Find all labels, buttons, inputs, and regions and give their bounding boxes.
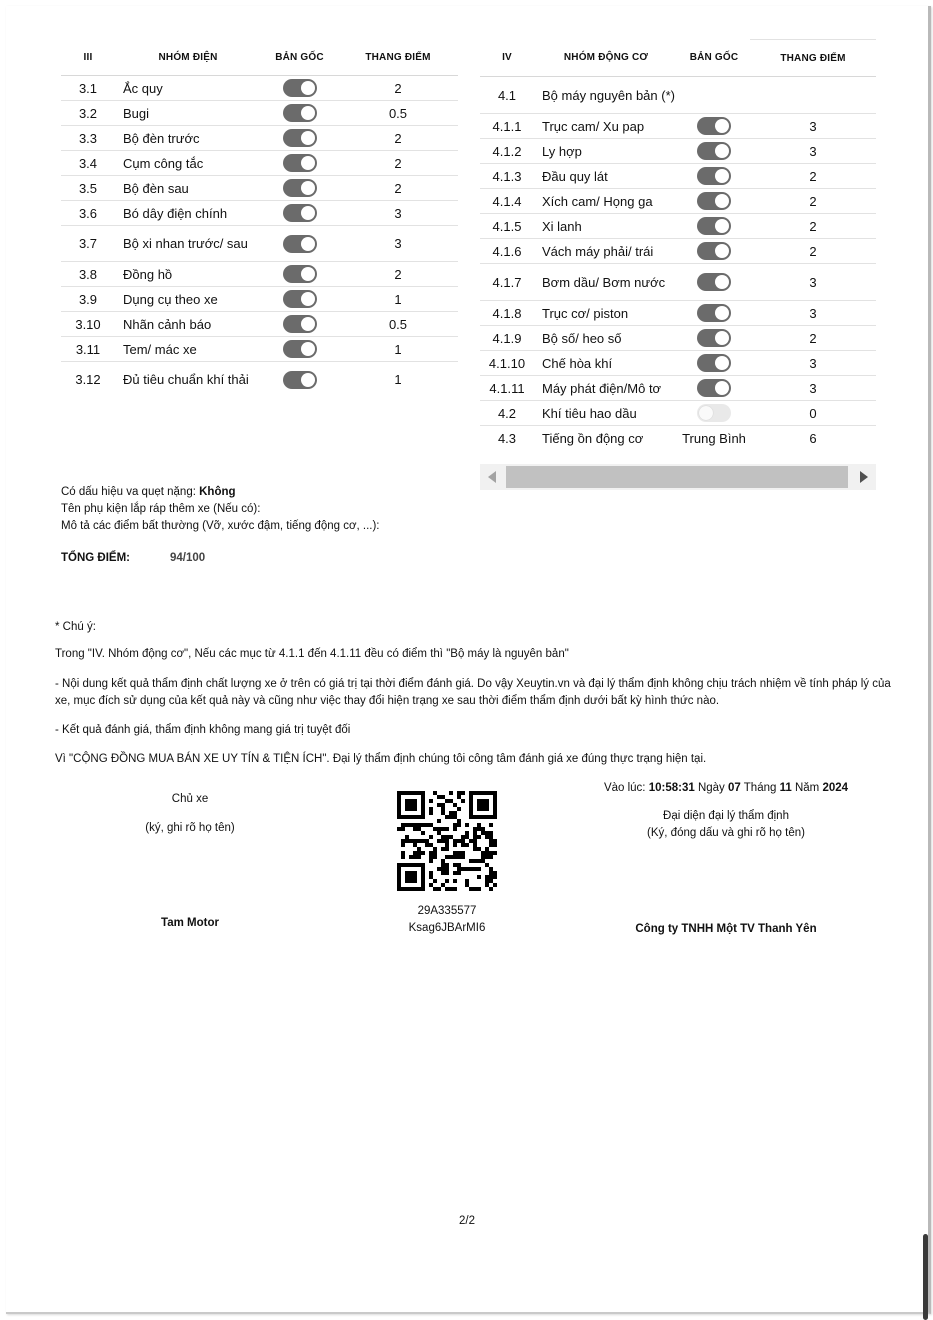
row-label: Đầu quy lát (534, 164, 678, 189)
table-row (61, 362, 458, 398)
row-score: 3 (750, 301, 876, 326)
original-cell (678, 326, 750, 351)
toggle-on[interactable] (283, 79, 317, 97)
row-score: 2 (338, 176, 458, 201)
table-row (480, 301, 876, 326)
original-cell (678, 189, 750, 214)
row-label: Ắc quy (115, 76, 261, 101)
toggle-on[interactable] (697, 217, 731, 235)
toggle-on[interactable] (697, 142, 731, 160)
table-row (480, 239, 876, 264)
toggle-on[interactable] (283, 179, 317, 197)
signs-label: Có dấu hiệu va quẹt nặng: (61, 486, 200, 498)
header-no: IV (480, 40, 534, 77)
row-number: 3.3 (61, 126, 115, 151)
table-row (480, 376, 876, 401)
row-label: Bó dây điện chính (115, 201, 261, 226)
table-row (480, 326, 876, 351)
row-score: 2 (338, 126, 458, 151)
abnormal-label: Mô tả các điểm bất thường (Vỡ, xước đậm, tiếng động cơ, ...): (61, 520, 380, 532)
toggle-on[interactable] (697, 192, 731, 210)
time-value: 10:58:31 (648, 782, 695, 794)
owner-name: Tam Motor (161, 917, 219, 929)
toggle-on[interactable] (283, 104, 317, 122)
toggle-on[interactable] (283, 154, 317, 172)
row-score: 3 (750, 351, 876, 376)
original-cell (678, 351, 750, 376)
row-number: 3.7 (61, 226, 115, 262)
row-score: 1 (338, 337, 458, 362)
table-row (61, 287, 458, 312)
accessories-label: Tên phụ kiện lắp ráp thêm xe (Nếu có): (61, 503, 261, 515)
row-label: Ly hợp (534, 139, 678, 164)
toggle-on[interactable] (283, 129, 317, 147)
table-row (480, 114, 876, 139)
table-row (61, 201, 458, 226)
agent-sub: (Ký, đóng dấu và ghi rõ họ tên) (647, 827, 805, 839)
table-row (480, 351, 876, 376)
row-label: Bộ máy nguyên bản (*) (534, 77, 678, 114)
row-number: 4.2 (480, 401, 534, 426)
row-label: Xi lanh (534, 214, 678, 239)
row-label: Vách máy phải/ trái (534, 239, 678, 264)
row-score: 3 (750, 376, 876, 401)
toggle-on[interactable] (697, 329, 731, 347)
table-row (480, 264, 876, 301)
original-cell (261, 101, 338, 126)
month-label: Tháng (740, 782, 780, 794)
row-score: 2 (750, 326, 876, 351)
original-cell (261, 362, 338, 398)
header-group: NHÓM ĐIỆN (115, 39, 261, 76)
row-score: 3 (338, 226, 458, 262)
original-cell (678, 214, 750, 239)
toggle-on[interactable] (697, 167, 731, 185)
row-number: 4.3 (480, 426, 534, 451)
row-label: Tiếng ồn động cơ (534, 426, 678, 451)
row-score: 2 (338, 76, 458, 101)
toggle-on[interactable] (697, 117, 731, 135)
row-label: Khí tiêu hao dầu (534, 401, 678, 426)
table-row (480, 139, 876, 164)
row-score: 3 (750, 139, 876, 164)
row-label: Bộ số/ heo số (534, 326, 678, 351)
original-cell (678, 264, 750, 301)
vehicle-info (61, 484, 380, 535)
original-cell (678, 139, 750, 164)
row-label: Đồng hồ (115, 262, 261, 287)
row-number: 4.1.8 (480, 301, 534, 326)
toggle-on[interactable] (283, 265, 317, 283)
toggle-on[interactable] (697, 273, 731, 291)
row-score: 2 (750, 239, 876, 264)
year-label: Năm (791, 782, 823, 794)
table-row (480, 189, 876, 214)
header-score: THANG ĐIỂM (338, 39, 458, 76)
document-page (6, 6, 931, 1314)
row-label: Tem/ mác xe (115, 337, 261, 362)
row-label: Bơm dầu/ Bơm nước (534, 264, 678, 301)
owner-title: Chủ xe (171, 793, 209, 805)
row-number: 4.1.1 (480, 114, 534, 139)
toggle-on[interactable] (697, 304, 731, 322)
scrollbar-thumb[interactable] (506, 466, 848, 488)
total-label: TỔNG ĐIỂM: (61, 552, 130, 564)
row-number: 4.1.6 (480, 239, 534, 264)
row-label: Đủ tiêu chuẩn khí thải (115, 362, 261, 398)
table-row (480, 214, 876, 239)
horizontal-scrollbar[interactable] (480, 464, 876, 490)
row-label: Bộ xi nhan trước/ sau (115, 226, 261, 262)
row-number: 3.5 (61, 176, 115, 201)
owner-sub: (ký, ghi rõ họ tên) (145, 822, 235, 834)
row-label: Dụng cụ theo xe (115, 287, 261, 312)
note-line-3: - Kết quả đánh giá, thẩm định không mang giá trị tuyệt đối (55, 724, 351, 736)
vehicle-id-block (367, 903, 527, 937)
row-score: 2 (338, 262, 458, 287)
header-score: THANG ĐIỂM (750, 40, 876, 77)
month-value: 11 (779, 782, 792, 794)
row-number: 3.10 (61, 312, 115, 337)
scroll-left-icon[interactable] (488, 471, 496, 483)
header-no: III (61, 39, 115, 76)
total-value: 94/100 (170, 552, 206, 564)
owner-block (110, 791, 270, 837)
qr-code-icon (397, 791, 497, 891)
engine-group-table (480, 39, 876, 451)
row-number: 4.1.2 (480, 139, 534, 164)
row-score: 3 (750, 264, 876, 301)
original-cell (261, 151, 338, 176)
row-label: Trục cam/ Xu pap (534, 114, 678, 139)
toggle-off[interactable] (697, 404, 731, 422)
table-row (61, 176, 458, 201)
row-number: 3.1 (61, 76, 115, 101)
header-group: NHÓM ĐỘNG CƠ (534, 40, 678, 77)
row-number: 4.1.3 (480, 164, 534, 189)
electrical-group-table (61, 39, 458, 398)
row-label: Bugi (115, 101, 261, 126)
row-label: Bộ đèn sau (115, 176, 261, 201)
signs-value: Không (199, 486, 236, 498)
original-cell (678, 114, 750, 139)
original-cell (261, 226, 338, 262)
row-number: 4.1.7 (480, 264, 534, 301)
table-row (61, 126, 458, 151)
header-original: BẢN GỐC (261, 39, 338, 76)
time-prefix: Vào lúc: (603, 782, 649, 794)
original-cell (261, 337, 338, 362)
original-cell (261, 126, 338, 151)
row-score: 1 (338, 287, 458, 312)
agent-name: Công ty TNHH Một TV Thanh Yên (635, 923, 817, 935)
toggle-on[interactable] (283, 290, 317, 308)
row-score: 3 (750, 114, 876, 139)
original-cell (261, 312, 338, 337)
table-row (61, 151, 458, 176)
table-row (480, 401, 876, 426)
row-label: Xích cam/ Họng ga (534, 189, 678, 214)
total-score (61, 550, 206, 567)
agent-block (576, 808, 876, 842)
original-cell (678, 164, 750, 189)
original-cell (678, 376, 750, 401)
original-cell (261, 262, 338, 287)
row-number: 3.2 (61, 101, 115, 126)
row-label: Máy phát điện/Mô tơ (534, 376, 678, 401)
row-score: 3 (338, 201, 458, 226)
day-value: 07 (728, 782, 741, 794)
row-number: 3.9 (61, 287, 115, 312)
toggle-on[interactable] (283, 204, 317, 222)
row-number: 3.11 (61, 337, 115, 362)
row-number: 4.1 (480, 77, 534, 114)
original-cell (261, 176, 338, 201)
timestamp (576, 780, 876, 797)
toggle-on[interactable] (697, 354, 731, 372)
table-row (480, 164, 876, 189)
report-code: Ksag6JBArMI6 (408, 922, 486, 934)
row-score: 0 (750, 401, 876, 426)
row-number: 4.1.5 (480, 214, 534, 239)
toggle-on[interactable] (283, 340, 317, 358)
original-cell (261, 201, 338, 226)
toggle-on[interactable] (283, 371, 317, 389)
table-row (61, 337, 458, 362)
original-cell (678, 77, 750, 114)
day-label: Ngày (694, 782, 728, 794)
note-line-1: Trong "IV. Nhóm động cơ", Nếu các mục từ 4.1.1 đến 4.1.11 đều có điểm thì "Bộ máy là nguyên bản" (55, 648, 569, 660)
original-cell (261, 287, 338, 312)
scroll-right-icon[interactable] (860, 471, 868, 483)
table-row (61, 76, 458, 101)
table-row (480, 77, 876, 114)
original-cell (678, 301, 750, 326)
table-row (480, 426, 876, 451)
table-row (61, 101, 458, 126)
row-label: Chế hòa khí (534, 351, 678, 376)
row-score: 2 (750, 164, 876, 189)
row-label: Bộ đèn trước (115, 126, 261, 151)
row-label: Cụm công tắc (115, 151, 261, 176)
table-row (61, 312, 458, 337)
row-number: 4.1.4 (480, 189, 534, 214)
toggle-on[interactable] (283, 315, 317, 333)
row-number: 3.6 (61, 201, 115, 226)
row-score: 2 (750, 214, 876, 239)
row-score: 6 (750, 426, 876, 451)
table-row (61, 226, 458, 262)
toggle-on[interactable] (283, 235, 317, 253)
row-score: 2 (750, 189, 876, 214)
original-cell (678, 401, 750, 426)
row-number: 4.1.10 (480, 351, 534, 376)
table-row (61, 262, 458, 287)
toggle-on[interactable] (697, 379, 731, 397)
row-number: 3.4 (61, 151, 115, 176)
page-number: 2/2 (459, 1215, 475, 1227)
row-score: 0.5 (338, 101, 458, 126)
original-cell (261, 76, 338, 101)
row-number: 3.8 (61, 262, 115, 287)
agent-title: Đại diện đại lý thẩm định (663, 810, 789, 822)
row-score: 2 (338, 151, 458, 176)
row-score: 1 (338, 362, 458, 398)
row-number: 3.12 (61, 362, 115, 398)
row-score: 0.5 (338, 312, 458, 337)
row-label: Nhãn cảnh báo (115, 312, 261, 337)
original-value: Trung Bình (678, 426, 750, 451)
header-original: BẢN GỐC (678, 40, 750, 77)
row-number: 4.1.11 (480, 376, 534, 401)
row-score (750, 77, 876, 114)
original-cell (678, 239, 750, 264)
page-scrollbar-thumb[interactable] (923, 1234, 928, 1320)
plate-number: 29A335577 (417, 905, 477, 917)
note-title: * Chú ý: (55, 621, 96, 633)
row-label: Trục cơ/ piston (534, 301, 678, 326)
year-value: 2024 (822, 782, 849, 794)
toggle-on[interactable] (697, 242, 731, 260)
row-number: 4.1.9 (480, 326, 534, 351)
note-line-4: Vì "CỘNG ĐỒNG MUA BÁN XE UY TÍN & TIỆN ÍCH". Đại lý thẩm định chúng tôi công tâm đánh giá xe đúng thực trạng hiện tại. (55, 753, 707, 765)
note-line-2: - Nội dung kết quả thẩm định chất lượng xe ở trên có giá trị tại thời điểm đánh giá. Do vậy Xeuytin.vn và đại lý thẩm định không chịu trách nhiệm về tính pháp lý của xe, mục đích sử dụng của kết quả này và cũng như việc thay đổi hiện trạng xe sau thời điểm thẩm định dưới bất kỳ hình thức nào. (55, 678, 891, 707)
